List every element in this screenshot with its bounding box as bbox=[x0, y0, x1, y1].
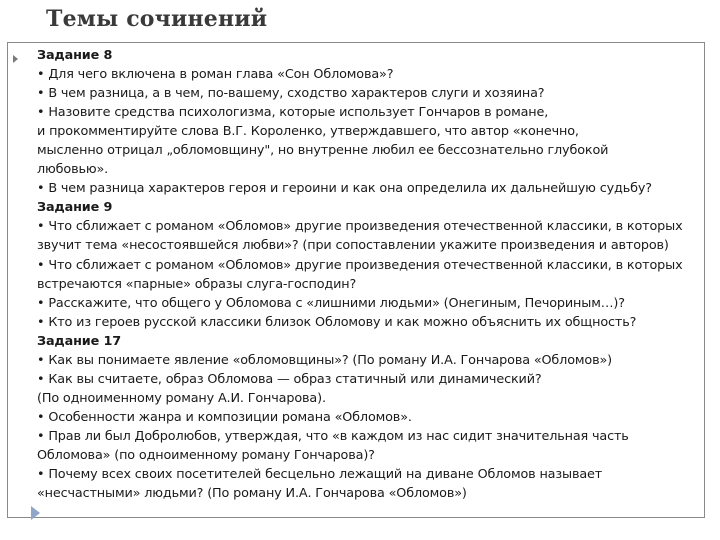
text-line: • Что сближает с романом «Обломов» другие произведения отечественной классики, в которых bbox=[37, 219, 683, 235]
text-line: • В чем разница, а в чем, по-вашему, сходство характеров слуги и хозяина? bbox=[37, 86, 545, 102]
text-line: «несчастными» людьми? (По роману И.А. Гончарова «Обломов») bbox=[37, 486, 467, 502]
assignment-text-block bbox=[37, 46, 705, 503]
text-line: встречаются «парные» образы слуга-господин? bbox=[37, 276, 357, 292]
text-line: • Как вы понимаете явление «обломовщины»? (По роману И.А. Гончарова «Обломов») bbox=[37, 352, 612, 368]
text-line: • Прав ли был Добролюбов, утверждая, что «в каждом из нас сидит значительная часть bbox=[37, 428, 629, 444]
text-line: • Кто из героев русской классики близок Обломову и как можно объяснить их общность? bbox=[37, 314, 637, 330]
text-line: (По одноименному роману А.И. Гончарова). bbox=[37, 390, 326, 406]
text-line: и прокомментируйте слова В.Г. Короленко, утверждавшего, что автор «конечно, bbox=[37, 124, 579, 140]
task-heading: Задание 8 bbox=[37, 48, 113, 63]
text-line: любовью». bbox=[37, 162, 109, 178]
play-arrow-icon[interactable] bbox=[31, 506, 40, 520]
text-line: • Как вы считаете, образ Обломова — образ статичный или динамический? bbox=[37, 371, 542, 387]
task-heading: Задание 9 bbox=[37, 200, 113, 216]
text-line: • Расскажите, что общего у Обломова с «лишними людьми» (Онегиным, Печориным…)? bbox=[37, 295, 625, 311]
text-line: мысленно отрицал „обломовщину", но внутренне любил ее бессознательно глубокой bbox=[37, 143, 609, 159]
text-line: • Почему всех своих посетителей бесцельно лежащий на диване Обломов называет bbox=[37, 467, 603, 483]
slide-title: Темы сочинений bbox=[46, 6, 268, 32]
text-line: • Что сближает с романом «Обломов» другие произведения отечественной классики, в которых bbox=[37, 257, 683, 273]
text-line: • Особенности жанра и композиции романа «Обломов». bbox=[37, 409, 412, 425]
text-line: • Для чего включена в роман глава «Сон Обломова»? bbox=[37, 67, 394, 83]
task-heading: Задание 17 bbox=[37, 333, 121, 349]
text-line: • В чем разница характеров героя и героини и как она определила их дальнейшую судьбу? bbox=[37, 181, 652, 197]
text-line: • Назовите средства психологизма, которые использует Гончаров в романе, bbox=[37, 105, 549, 121]
triangle-right-icon bbox=[13, 55, 18, 63]
text-line: звучит тема «несостоявшейся любви»? (при сопоставлении укажите произведения и авторов) bbox=[37, 238, 669, 254]
text-line: Обломова» (по одноименному роману Гончарова)? bbox=[37, 447, 375, 463]
